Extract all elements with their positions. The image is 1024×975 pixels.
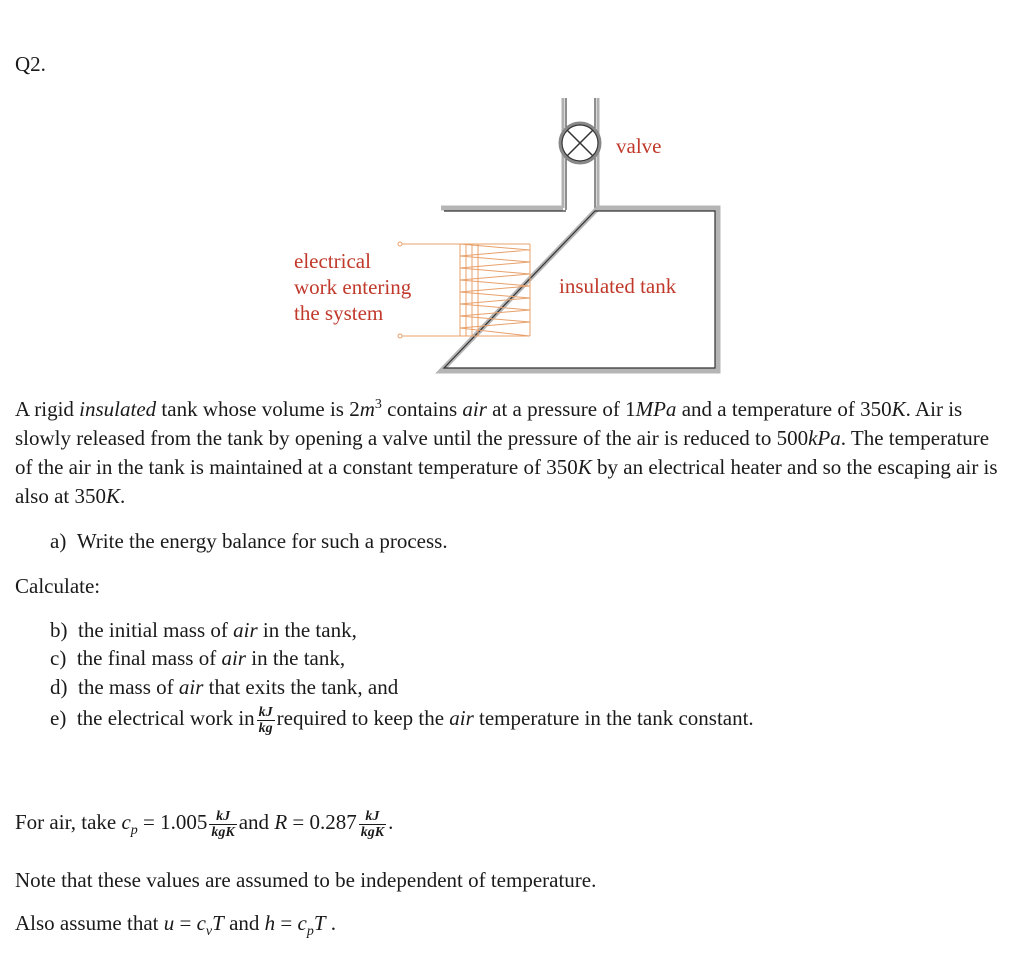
- valve-icon: [560, 123, 600, 163]
- item-text: the electrical work in: [76, 706, 255, 730]
- para-sup: 3: [374, 397, 382, 412]
- item-em: air: [233, 618, 258, 642]
- fraction-denominator: kgK: [360, 824, 385, 840]
- para-math: K: [105, 484, 120, 508]
- cv-symbol: c: [196, 911, 206, 935]
- para-text: at a pressure of 1: [486, 397, 636, 421]
- tank-diagram: [0, 0, 1024, 380]
- item-text: temperature in the tank constant.: [473, 706, 754, 730]
- r-unit-fraction: [359, 809, 386, 840]
- para-math: K: [891, 397, 906, 421]
- work-label-line-2: work entering: [294, 275, 412, 299]
- item-marker: d): [50, 675, 68, 699]
- cv-subscript: v: [205, 924, 213, 940]
- calculate-label: Calculate:: [15, 574, 101, 598]
- para-text: by an electrical heater and so the escaping air is also at 350: [15, 455, 998, 508]
- cp-symbol: c: [121, 810, 131, 834]
- item-b: [50, 616, 357, 645]
- unit-fraction: [257, 705, 275, 736]
- cp-value: = 1.005: [137, 810, 208, 834]
- u-symbol: u: [163, 911, 175, 935]
- item-text: required to keep the: [276, 706, 450, 730]
- item-text: the final mass of: [76, 646, 222, 670]
- work-label-line-3: the system: [294, 301, 384, 325]
- r-value: = 0.287: [287, 810, 357, 834]
- item-marker: a): [50, 529, 67, 553]
- item-e: [50, 704, 754, 736]
- t-symbol: T: [212, 911, 224, 935]
- para-text: tank whose volume is 2: [156, 397, 360, 421]
- fraction-numerator: kJ: [258, 704, 273, 720]
- work-label: [294, 248, 411, 326]
- item-marker: c): [50, 646, 67, 670]
- valve-label: valve: [616, 134, 662, 158]
- constants-text: .: [388, 810, 394, 834]
- cp-subscript: p: [130, 823, 138, 839]
- problem-paragraph: [15, 395, 1005, 511]
- note-line: Note that these values are assumed to be independent of temperature.: [15, 868, 597, 892]
- item-c: [50, 644, 345, 673]
- assume-text: Also assume that: [15, 911, 164, 935]
- fraction-denominator: kgK: [211, 824, 235, 840]
- para-em: air: [462, 397, 487, 421]
- para-math: K: [577, 455, 592, 479]
- item-em: air: [178, 675, 204, 699]
- item-d: [50, 673, 398, 702]
- para-text: A rigid: [15, 397, 80, 421]
- para-math: MPa: [635, 397, 677, 421]
- item-text: the mass of: [78, 675, 179, 699]
- para-math: kPa: [808, 426, 841, 450]
- para-text: contains: [381, 397, 463, 421]
- h-symbol: h: [264, 911, 276, 935]
- para-text: .: [120, 484, 126, 508]
- item-text: that exits the tank, and: [203, 675, 399, 699]
- tank-label: insulated tank: [559, 274, 677, 298]
- para-text: . Air is slowly released from the tank by opening a valve until the pressure of the air is reduced to 500: [15, 397, 963, 450]
- para-em: insulated: [79, 397, 157, 421]
- assume-text: =: [174, 911, 197, 935]
- fraction-numerator: kJ: [359, 809, 386, 825]
- assume-line: [15, 909, 336, 938]
- item-em: air: [221, 646, 246, 670]
- constants-text: For air, take: [15, 810, 122, 834]
- assume-text: =: [275, 911, 298, 935]
- t-symbol: T: [313, 911, 326, 935]
- para-text: . The temperature of the air in the tank is maintained at a constant temperature of 350: [15, 426, 990, 479]
- r-symbol: R: [274, 810, 288, 834]
- para-math: m: [359, 397, 375, 421]
- question-label: Q2.: [15, 52, 46, 76]
- cp-symbol: c: [297, 911, 307, 935]
- item-em: air: [449, 706, 474, 730]
- item-text: Write the energy balance for such a process.: [76, 529, 448, 553]
- item-marker: e): [50, 706, 67, 730]
- assume-text: .: [325, 911, 336, 935]
- item-text: in the tank,: [245, 646, 346, 670]
- cp-subscript: p: [306, 924, 314, 940]
- item-a: [50, 527, 448, 556]
- fraction-denominator: kg: [258, 720, 273, 736]
- assume-text: and: [223, 911, 265, 935]
- cp-unit-fraction: [209, 809, 236, 840]
- item-marker: b): [50, 618, 68, 642]
- fraction-numerator: kJ: [209, 809, 236, 825]
- item-text: in the tank,: [257, 618, 357, 642]
- item-text: the initial mass of: [78, 618, 234, 642]
- constants-line: [15, 808, 393, 840]
- work-label-line-1: electrical: [294, 249, 371, 273]
- constants-text: and: [238, 810, 275, 834]
- para-text: and a temperature of 350: [676, 397, 892, 421]
